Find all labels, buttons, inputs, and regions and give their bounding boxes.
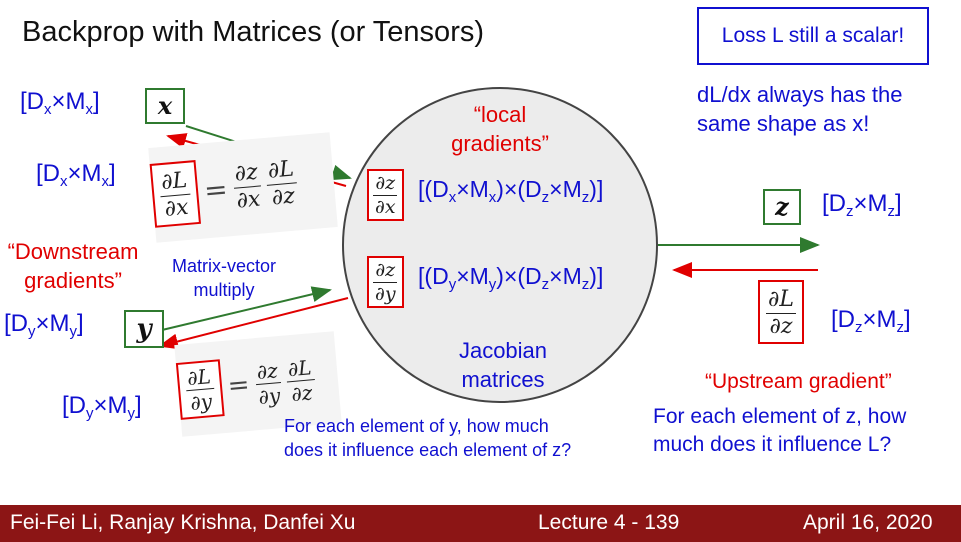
dim-x-grad: $[D_x\times M_x]$: [36, 160, 116, 190]
var-z-box: z: [763, 189, 801, 225]
dim-z-top: $[D_z\times M_z]$: [822, 190, 902, 220]
matrix-vector-label: Matrix-vector multiply: [171, 256, 276, 300]
jacobian-label: Jacobian matrices: [458, 338, 548, 392]
footer-bar: [0, 505, 961, 542]
z-question: For each element of z, how much does it influence L?: [653, 405, 907, 456]
local-gradients-label: “local gradients”: [451, 102, 549, 156]
jacobian-x-box: $\frac{\partial z}{\partial x}$: [367, 169, 404, 221]
footer-authors: Fei-Fei Li, Ranjay Krishna, Danfei Xu: [10, 511, 356, 534]
var-x-box: x: [145, 88, 185, 124]
jacobian-y-box: $\frac{\partial z}{\partial y}$: [367, 256, 404, 308]
dim-y-grad: $[D_y\times M_y]$: [62, 392, 142, 422]
footer-date: April 16, 2020: [803, 511, 933, 534]
grad-y-equation: $\frac{\partial L}{\partial y}$ = $\frac{\partial z}{\partial y}$ $\frac{\partial L}{\partial z}$: [174, 331, 341, 437]
var-y-box: y: [124, 310, 164, 348]
upstream-label: “Upstream gradient”: [705, 370, 892, 393]
grad-x-lhs-box: $\frac{\partial L}{\partial x}$: [150, 160, 201, 228]
grad-z-box: $\frac{\partial L}{\partial z}$: [758, 280, 804, 344]
dim-x-top: $[D_x\times M_x]$: [20, 88, 100, 118]
jacobian-y-dims: $[(D_y\times M_y)\times(D_z\times M_z)]$: [418, 263, 604, 293]
grad-x-equation: $\frac{\partial L}{\partial x}$ = $\frac{\partial z}{\partial x}$ $\frac{\partial L}{\partial z}$: [148, 132, 338, 243]
slide-title: Backprop with Matrices (or Tensors): [22, 16, 485, 48]
dim-z-grad: $[D_z\times M_z]$: [831, 306, 911, 336]
loss-scalar-box: Loss L still a scalar!: [697, 7, 929, 65]
shape-note-line2: same shape as x!: [697, 111, 870, 136]
shape-note-line1: dL/dx always has the: [697, 82, 903, 107]
y-question: For each element of y, how much does it influence each element of z?: [284, 416, 572, 460]
dim-y-top: $[D_y\times M_y]$: [4, 310, 84, 340]
footer-lecture: Lecture 4 - 139: [538, 511, 680, 534]
jacobian-x-dims: $[(D_x\times M_x)\times(D_z\times M_z)]$: [418, 176, 604, 206]
downstream-label: “Downstream gradients”: [7, 239, 139, 293]
grad-y-lhs-box: $\frac{\partial L}{\partial y}$: [176, 359, 224, 420]
